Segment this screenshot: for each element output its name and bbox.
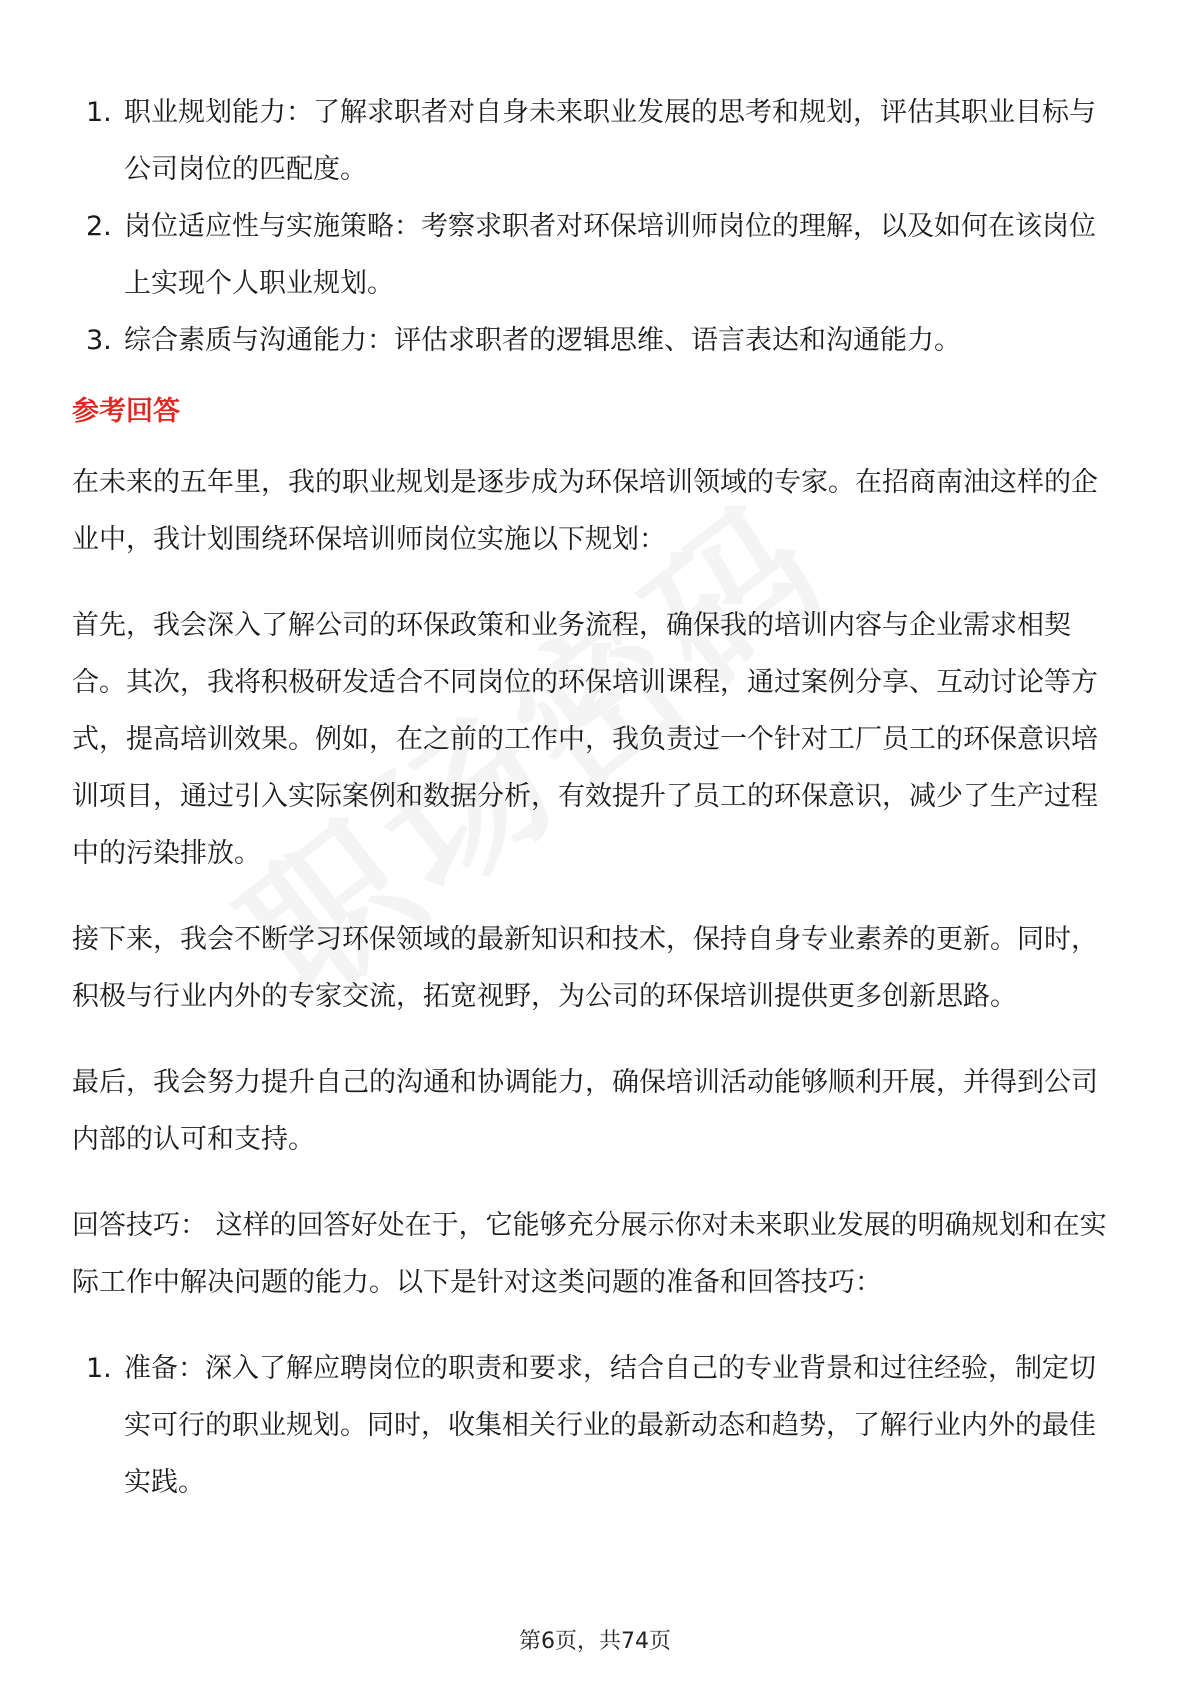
- list-item: [72, 84, 1122, 198]
- document-body: [72, 84, 1122, 1511]
- section-heading: 参考回答: [72, 396, 180, 427]
- list-item: [72, 198, 1122, 312]
- tips-list: [72, 1340, 1122, 1511]
- list-item: [72, 1340, 1122, 1511]
- paragraph: 首先，我会深入了解公司的环保政策和业务流程，确保我的培训内容与企业需求相契合。其次，我将积极研发适合不同岗位的环保培训课程，通过案例分享、互动讨论等方式，提高培训效果。例如，在之前的工作中，我负责过一个针对工厂员工的环保意识培训项目，通过引入实际案例和数据分析，有效提升了员工的环保意识，减少了生产过程中的污染排放。: [72, 610, 1098, 869]
- list-number: 2.: [86, 211, 112, 242]
- list-text: 岗位适应性与实施策略：考察求职者对环保培训师岗位的理解，以及如何在该岗位上实现个人职业规划。: [124, 211, 1096, 299]
- paragraph: 接下来，我会不断学习环保领域的最新知识和技术，保持自身专业素养的更新。同时，积极与行业内外的专家交流，拓宽视野，为公司的环保培训提供更多创新思路。: [72, 924, 1098, 1012]
- paragraph: 最后，我会努力提升自己的沟通和协调能力，确保培训活动能够顺利开展，并得到公司内部的认可和支持。: [72, 1067, 1098, 1155]
- intro-list: [72, 84, 1122, 369]
- list-number: 1.: [86, 1353, 112, 1384]
- page-footer: 第6页，共74页: [519, 1629, 671, 1654]
- list-text: 准备：深入了解应聘岗位的职责和要求，结合自己的专业背景和过往经验，制定切实可行的职业规划。同时，收集相关行业的最新动态和趋势，了解行业内外的最佳实践。: [124, 1353, 1096, 1498]
- paragraph: 在未来的五年里，我的职业规划是逐步成为环保培训领域的专家。在招商南油这样的企业中，我计划围绕环保培训师岗位实施以下规划：: [72, 467, 1098, 555]
- paragraph: 回答技巧： 这样的回答好处在于，它能够充分展示你对未来职业发展的明确规划和在实际工作中解决问题的能力。以下是针对这类问题的准备和回答技巧：: [72, 1210, 1107, 1298]
- list-text: 综合素质与沟通能力：评估求职者的逻辑思维、语言表达和沟通能力。: [124, 325, 961, 356]
- list-number: 1.: [86, 97, 112, 128]
- list-item: [72, 312, 1122, 369]
- list-text: 职业规划能力：了解求职者对自身未来职业发展的思考和规划，评估其职业目标与公司岗位的匹配度。: [124, 97, 1096, 185]
- list-number: 3.: [86, 325, 112, 356]
